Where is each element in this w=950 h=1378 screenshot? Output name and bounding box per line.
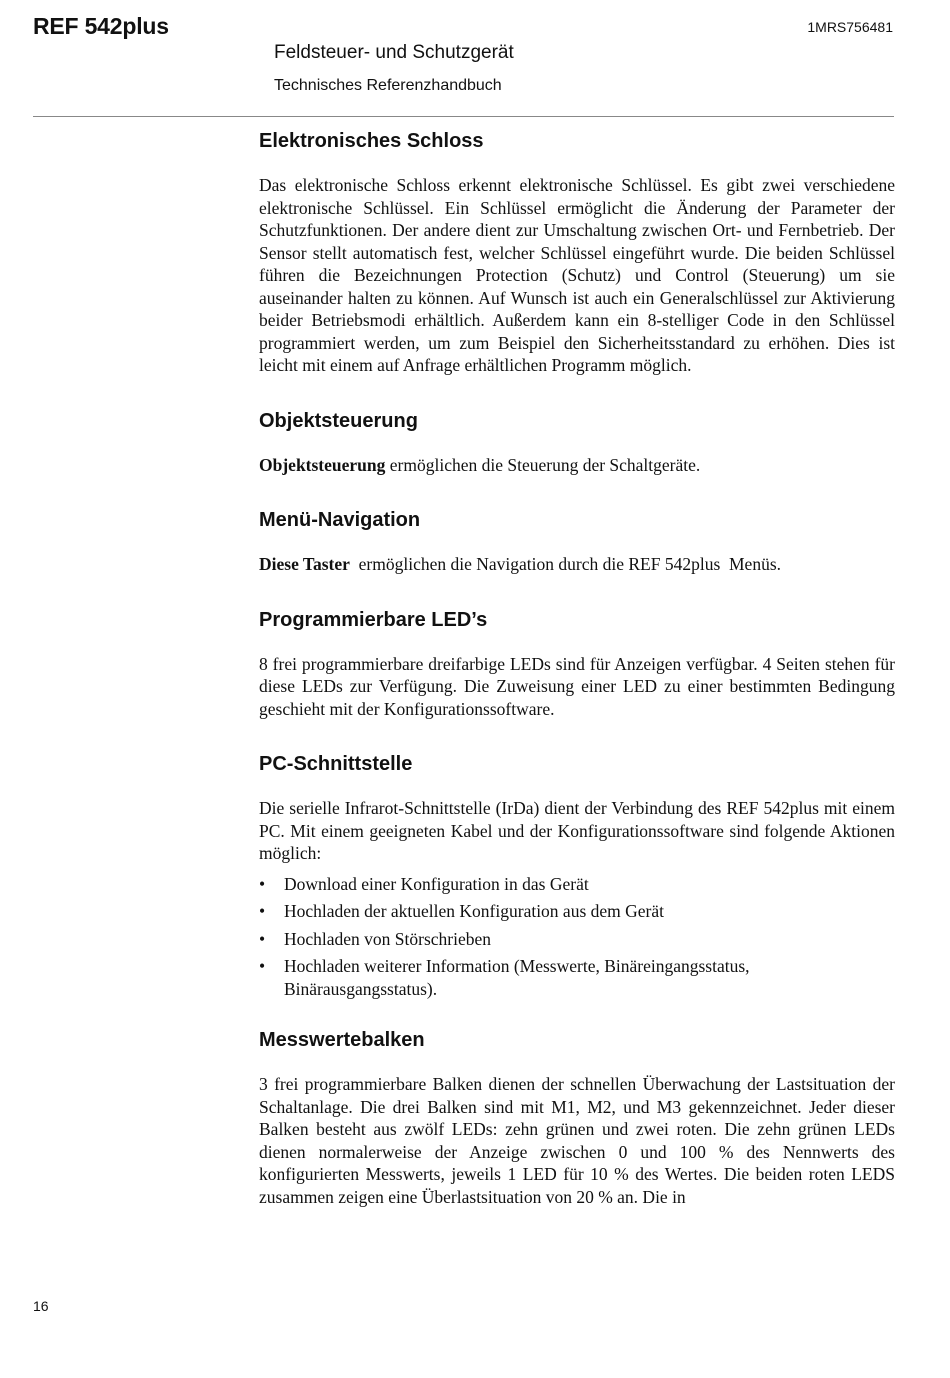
document-title: Feldsteuer- und Schutzgerät xyxy=(274,42,514,63)
bullet-icon: • xyxy=(259,873,266,894)
list-item: • Download einer Konfiguration in das Gerät xyxy=(259,873,589,894)
bullet-icon: • xyxy=(259,956,266,976)
bold-term: Objektsteuerung xyxy=(259,454,386,475)
page-number: 16 xyxy=(33,1298,49,1314)
heading-pc-schnittstelle: PC-Schnittstelle xyxy=(259,753,413,775)
paragraph-pc-schnittstelle: Die serielle Infrarot-Schnittstelle (IrDa) dient der Verbindung des REF 542plus mit einem PC. Mit einem geeigneten Kabel und der Konfigurationssoftware sind folgende Aktionen möglich: xyxy=(259,798,895,863)
page-content xyxy=(259,128,895,1208)
paragraph-messwertebalken: 3 frei programmierbare Balken dienen der schnellen Überwachung der Lastsituation der Schaltanlage. Die drei Balken sind mit M1, M2, und M3 gekennzeichnet. Jeder dieser Balken besteht aus zwölf LEDs: zehn grünen und zwei roten. Die zehn grünen LEDs dienen normalerweise der Anzeige zwischen 0 und 100 % des Nennwerts des konfigurierten Messwerts, jeweils 1 LED für 10 % des Wertes. Die beiden roten LEDS zusammen zeigen eine Überlastsituation von 20 % an. Die in xyxy=(259,1074,895,1207)
heading-elektronisches-schloss: Elektronisches Schloss xyxy=(259,130,484,152)
bullet-list xyxy=(259,873,895,1001)
paragraph-menue-navigation xyxy=(259,553,895,576)
heading-messwertebalken: Messwertebalken xyxy=(259,1029,425,1051)
heading-objektsteuerung: Objektsteuerung xyxy=(259,409,418,432)
document-subtitle: Technisches Referenzhandbuch xyxy=(274,77,502,94)
product-name: REF 542plus xyxy=(33,13,169,39)
paragraph-text: ermöglichen die Navigation durch die REF 542plus Menüs. xyxy=(349,554,782,574)
header-divider xyxy=(33,116,894,117)
paragraph-text: ermöglichen die Steuerung der Schaltgeräte. xyxy=(385,454,701,475)
paragraph-objektsteuerung xyxy=(259,454,895,477)
paragraph-programmierbare-leds: 8 frei programmierbare dreifarbige LEDs sind für Anzeigen verfügbar. 4 Seiten stehen für diese LEDs zur Verfügung. Die Zuweisung einer LED zu einer bestimmten Bedingung geschieht mit der Konfigurationssoftware. xyxy=(259,653,895,719)
heading-menue-navigation: Menü-Navigation xyxy=(259,509,421,531)
bullet-icon: • xyxy=(259,928,266,949)
paragraph-elektronisches-schloss: Das elektronische Schloss erkennt elektronische Schlüssel. Es gibt zwei verschiedene elektronische Schlüssel. Ein Schlüssel ermöglicht die Änderung der Parameter der Schutzfunktionen. Der andere dient zur Umschaltung zwischen Ort- und Fernbetrieb. Der Sensor stellt automatisch fest, welcher Schlüssel eingeführt wurde. Die beiden Schlüssel führen die Bezeichnungen Protection (Schutz) und Control (Steuerung) um sie auseinander halten zu können. Auf Wunsch ist auch ein Generalschlüssel zur Aktivierung beider Betriebsmodi erhältlich. Außerdem kann ein 8-stelliger Code in den Schlüssel programmiert werden, um zum Beispiel den Sicherheitsstandard zu erhöhen. Dies ist leicht mit einem auf Anfrage erhältlichen Programm möglich. xyxy=(259,175,895,375)
list-item: • Hochladen von Störschrieben xyxy=(259,928,492,949)
list-item: • Hochladen der aktuellen Konfiguration aus dem Gerät xyxy=(259,901,665,921)
document-number: 1MRS756481 xyxy=(807,19,893,35)
list-item: • Hochladen weiterer Information (Messwerte, Binäreingangsstatus, Binärausgangsstatus). xyxy=(259,956,750,999)
bold-term: Diese Taster xyxy=(259,554,350,574)
bullet-icon: • xyxy=(259,901,266,921)
heading-programmierbare-leds: Programmierbare LED’s xyxy=(259,608,488,631)
